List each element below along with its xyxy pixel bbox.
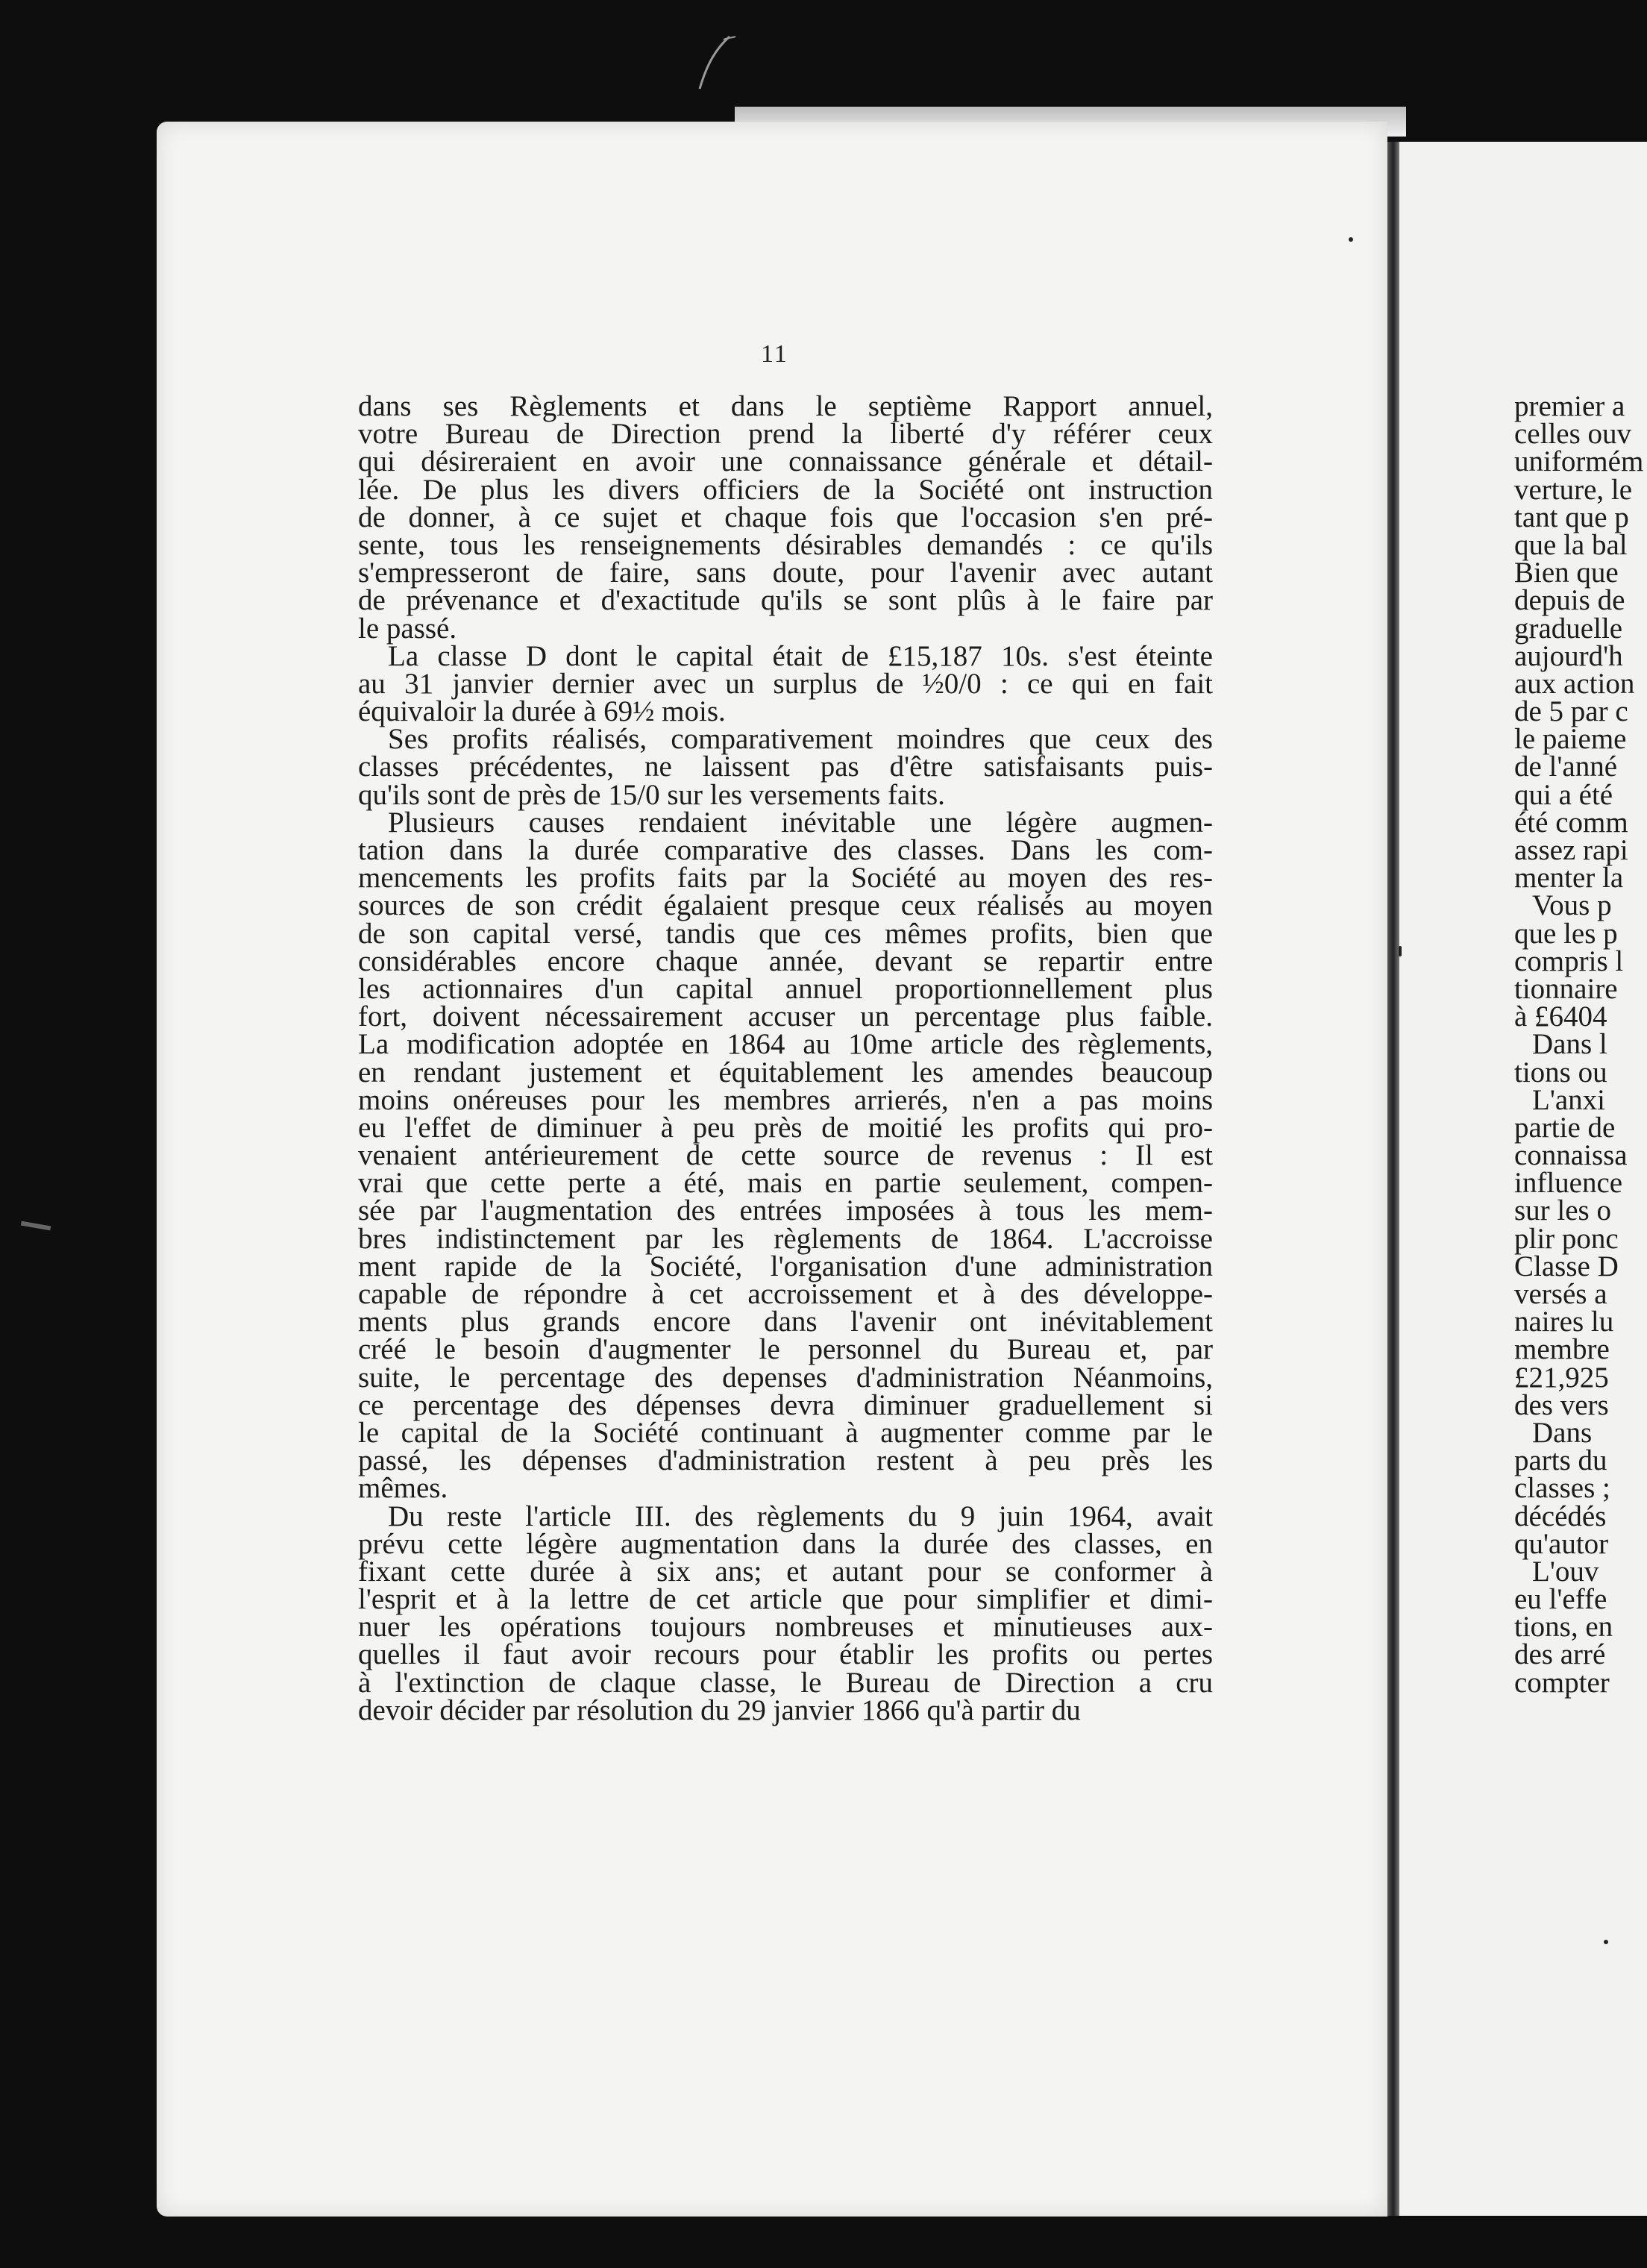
text-line: Plusieurs causes rendaient inévitable une légère augmen- [388, 806, 1213, 839]
text-line: que les p [1514, 917, 1618, 950]
main-text-column [358, 392, 1213, 1724]
text-line: naires lu [1514, 1306, 1614, 1338]
pen-stroke-mark [694, 34, 738, 93]
text-line: assez rapi [1514, 834, 1628, 866]
right-page-text-column [1514, 392, 1647, 1697]
text-line: été comm [1514, 806, 1628, 839]
text-line: menter la [1514, 862, 1624, 895]
text-line: Ses profits réalisés, comparativement moindres que ceux des [388, 723, 1213, 756]
text-line: £21,925 [1514, 1361, 1609, 1394]
text-line: membre [1514, 1333, 1610, 1366]
text-line: Dans [1532, 1416, 1593, 1449]
text-line: moins onéreuses pour les membres arrierés, n'en a pas moins [358, 1083, 1213, 1116]
text-line: aujourd'h [1514, 639, 1623, 672]
text-line: suite, le percentage des depenses d'administration Néanmoins, [358, 1361, 1213, 1394]
text-line: considérables encore chaque année, devant se repartir entre [358, 945, 1213, 977]
text-line: eu l'effet de diminuer à peu près de moitié les profits qui pro- [358, 1111, 1213, 1144]
text-line: venaient antérieurement de cette source de revenus : Il est [358, 1139, 1213, 1172]
text-line: passé, les dépenses d'administration restent à peu près les [358, 1444, 1213, 1477]
text-line: le paieme [1514, 723, 1627, 756]
text-line: L'anxi [1532, 1083, 1605, 1116]
book-gutter [1387, 142, 1399, 2216]
page-number: 11 [761, 340, 788, 368]
text-line: tions ou [1514, 1056, 1607, 1088]
text-line: versés a [1514, 1278, 1607, 1310]
text-line: compris l [1514, 945, 1624, 977]
text-line: à l'extinction de claque classe, le Bureau de Direction a cru [358, 1666, 1213, 1699]
text-line: quelles il faut avoir recours pour établir les profits ou pertes [358, 1638, 1213, 1671]
text-line: des arré [1514, 1638, 1606, 1671]
text-line: au 31 janvier dernier avec un surplus de ½0/0 : ce qui en fait [358, 667, 1213, 700]
text-line: dans ses Règlements et dans le septième Rapport annuel, [358, 390, 1213, 422]
text-line: créé le besoin d'augmenter le personnel du Bureau et, par [358, 1333, 1213, 1366]
text-line: décédés [1514, 1500, 1607, 1532]
speck-mark [1349, 237, 1353, 242]
text-line: lée. De plus les divers officiers de la Société ont instruction [358, 473, 1213, 506]
speck-mark [1604, 1940, 1608, 1944]
text-line: verture, le [1514, 473, 1633, 506]
text-line: Bien que [1514, 557, 1619, 589]
text-line: que la bal [1514, 528, 1628, 561]
text-line: les actionnaires d'un capital annuel proportionnellement plus [358, 972, 1213, 1005]
text-line: sur les o [1514, 1194, 1611, 1227]
text-line: capable de répondre à cet accroissement et à des développe- [358, 1278, 1213, 1310]
text-line: à £6404 [1514, 1000, 1607, 1033]
text-line: en rendant justement et équitablement les amendes beaucoup [358, 1056, 1213, 1088]
text-line: qu'autor [1514, 1527, 1609, 1560]
text-line: mencements les profits faits par la Société au moyen des res- [358, 862, 1213, 895]
text-line: premier a [1514, 390, 1625, 422]
text-line: qu'ils sont de près de 15/0 sur les versements faits. [358, 778, 945, 811]
text-line: Du reste l'article III. des règlements du 9 juin 1964, avait [388, 1500, 1213, 1532]
text-line: l'esprit et à la lettre de cet article que pour simplifier et dimi- [358, 1583, 1213, 1616]
text-line: sources de son crédit égalaient presque ceux réalisés au moyen [358, 889, 1213, 922]
text-line: de prévenance et d'exactitude qu'ils se sont plûs à le faire par [358, 584, 1213, 617]
text-line: vrai que cette perte a été, mais en partie seulement, compen- [358, 1167, 1213, 1200]
text-line: uniformém [1514, 445, 1644, 478]
text-line: compter [1514, 1666, 1610, 1699]
text-line: mêmes. [358, 1472, 448, 1505]
text-line: parts du [1514, 1444, 1607, 1477]
text-line: tant que p [1514, 501, 1629, 533]
text-line: le passé. [358, 612, 457, 645]
text-line: sente, tous les renseignements désirables demandés : ce qu'ils [358, 528, 1213, 561]
text-line: équivaloir la durée à 69½ mois. [358, 695, 726, 728]
text-line: ments plus grands encore dans l'avenir ont inévitablement [358, 1306, 1213, 1338]
text-line: de son capital versé, tandis que ces mêmes profits, bien que [358, 917, 1213, 950]
text-line: des vers [1514, 1388, 1609, 1421]
text-line: tionnaire [1514, 972, 1618, 1005]
text-line: fixant cette durée à six ans; et autant pour se conformer à [358, 1555, 1213, 1588]
text-line: celles ouv [1514, 418, 1632, 451]
text-line: classes précédentes, ne laissent pas d'être satisfaisants puis- [358, 751, 1213, 783]
text-line: fort, doivent nécessairement accuser un percentage plus faible. [358, 1000, 1213, 1033]
text-line: de l'anné [1514, 751, 1618, 783]
speck-mark [1399, 946, 1402, 956]
text-line: aux action [1514, 667, 1635, 700]
text-line: de 5 par c [1514, 695, 1628, 728]
text-line: qui désireraient en avoir une connaissance générale et détail- [358, 445, 1213, 478]
text-line: depuis de [1514, 584, 1625, 617]
text-line: connaissa [1514, 1139, 1628, 1172]
text-line: Classe D [1514, 1250, 1619, 1282]
text-line: classes ; [1514, 1472, 1610, 1505]
text-line: votre Bureau de Direction prend la liberté d'y référer ceux [358, 418, 1213, 451]
text-line: le capital de la Société continuant à augmenter comme par le [358, 1416, 1213, 1449]
text-line: prévu cette légère augmentation dans la durée des classes, en [358, 1527, 1213, 1560]
text-line: L'ouv [1532, 1555, 1599, 1588]
text-line: tation dans la durée comparative des classes. Dans les com- [358, 834, 1213, 866]
text-line: sée par l'augmentation des entrées imposées à tous les mem- [358, 1194, 1213, 1227]
text-line: eu l'effe [1514, 1583, 1607, 1616]
text-line: de donner, à ce sujet et chaque fois que l'occasion s'en pré- [358, 501, 1213, 533]
text-line: qui a été [1514, 778, 1613, 811]
text-line: graduelle [1514, 612, 1623, 645]
text-line: ce percentage des dépenses devra diminuer graduellement si [358, 1388, 1213, 1421]
text-line: devoir décider par résolution du 29 janvier 1866 qu'à partir du [358, 1694, 1081, 1726]
text-line: influence [1514, 1167, 1623, 1200]
text-line: ment rapide de la Société, l'organisation d'une administration [358, 1250, 1213, 1282]
text-line: Vous p [1532, 889, 1612, 922]
text-line: La classe D dont le capital était de £15,187 10s. s'est éteinte [388, 639, 1213, 672]
text-line: partie de [1514, 1111, 1616, 1144]
text-line: plir ponc [1514, 1222, 1619, 1255]
text-line: tions, en [1514, 1611, 1613, 1644]
text-line: La modification adoptée en 1864 au 10me article des règlements, [358, 1028, 1213, 1061]
text-line: nuer les opérations toujours nombreuses et minutieuses aux- [358, 1611, 1213, 1644]
text-line: Dans l [1532, 1028, 1607, 1061]
text-line: s'empresseront de faire, sans doute, pour l'avenir avec autant [358, 557, 1213, 589]
text-line: bres indistinctement par les règlements de 1864. L'accroisse [358, 1222, 1213, 1255]
